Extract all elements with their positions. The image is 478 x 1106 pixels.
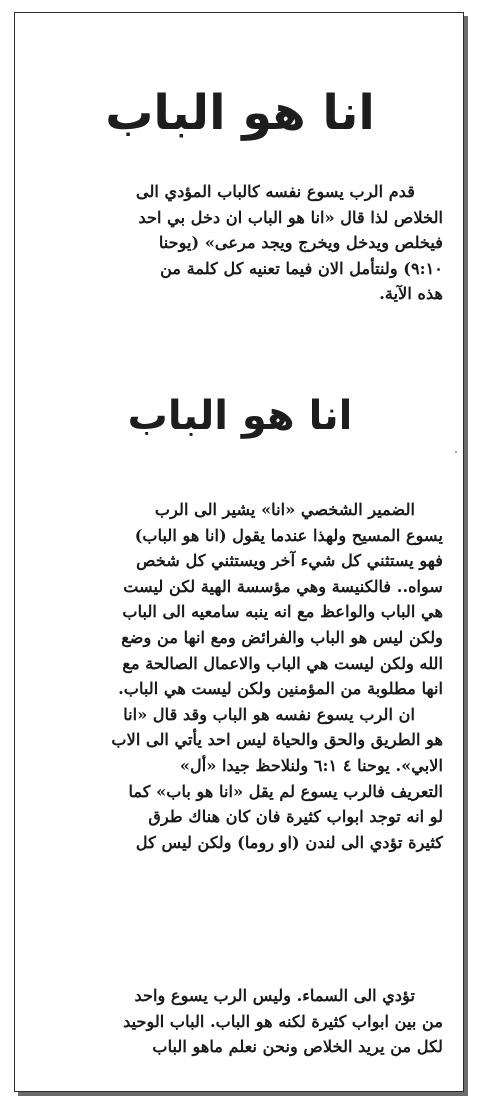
text-line: هي الباب والواعظ مع انه ينبه سامعيه الى الباب [122,602,443,622]
text-line: تؤدي الى السماء. وليس الرب يسوع واحد [134,986,415,1005]
document-page [14,12,464,1092]
closing-paragraph [37,983,443,1060]
text-line: كثيرة تؤدي الى لندن (او روما) ولكن ليس كل [135,832,443,852]
text-line: انها مطلوبة من المؤمنين ولكن ليست هي الباب. [118,679,443,699]
section-heading: انا هو الباب [127,393,353,439]
text-line: من بين ابواب كثيرة لكنه هو الباب. الباب الوحيد [123,1011,443,1031]
article [37,13,443,1091]
text-line: ولكن ليس هو الباب والفرائض ومع انها من وضع [121,627,443,647]
text-line: الابي». يوحنا ٤ ٦:١ ولنلاحظ جيدا «أل» [179,755,443,775]
text-line: التعريف فالرب يسوع لم يقل «انا هو باب» كما [128,781,443,801]
text-line: ٩:١٠) ولنتأمل الان فيما تعنيه كل كلمة من [160,258,443,278]
text-line: هذه الآية. [379,284,443,304]
text-line: لو انه توجد ابواب كثيرة فان كان هناك طرق [148,807,443,827]
text-line: قدم الرب يسوع نفسه كالباب المؤدي الى [135,182,415,201]
intro-paragraph [37,179,443,307]
text-line: سواه.. فالكنيسة وهي مؤسسة الهية لكن ليست [123,576,443,596]
text-line: الضمير الشخصي «انا» يشير الى الرب [154,500,415,519]
text-line: هو الطريق والحق والحياة ليس احد يأتي الى الاب [111,730,443,750]
text-line: يسوع المسيح ولهذا عندما يقول (انا هو الباب) [134,525,443,545]
body-paragraph [37,497,443,855]
text-line: الخلاص لذا قال «انا هو الباب ان دخل بي احد [138,207,443,227]
article-title: انا هو الباب [105,85,375,141]
scan-speck [455,451,457,453]
text-line: فهو يستثني كل شيء آخر ويستثني كل شخص [136,551,443,571]
text-line: فيخلص ويدخل ويخرج ويجد مرعى» (يوحنا [158,233,443,253]
text-line: لكل من يريد الخلاص ونحن نعلم ماهو الباب [152,1037,443,1057]
text-line: الله ولكن ليست هي الباب والاعمال الصالحة مع [122,653,443,673]
text-line: ان الرب يسوع نفسه هو الباب وقد قال «انا [123,704,415,724]
